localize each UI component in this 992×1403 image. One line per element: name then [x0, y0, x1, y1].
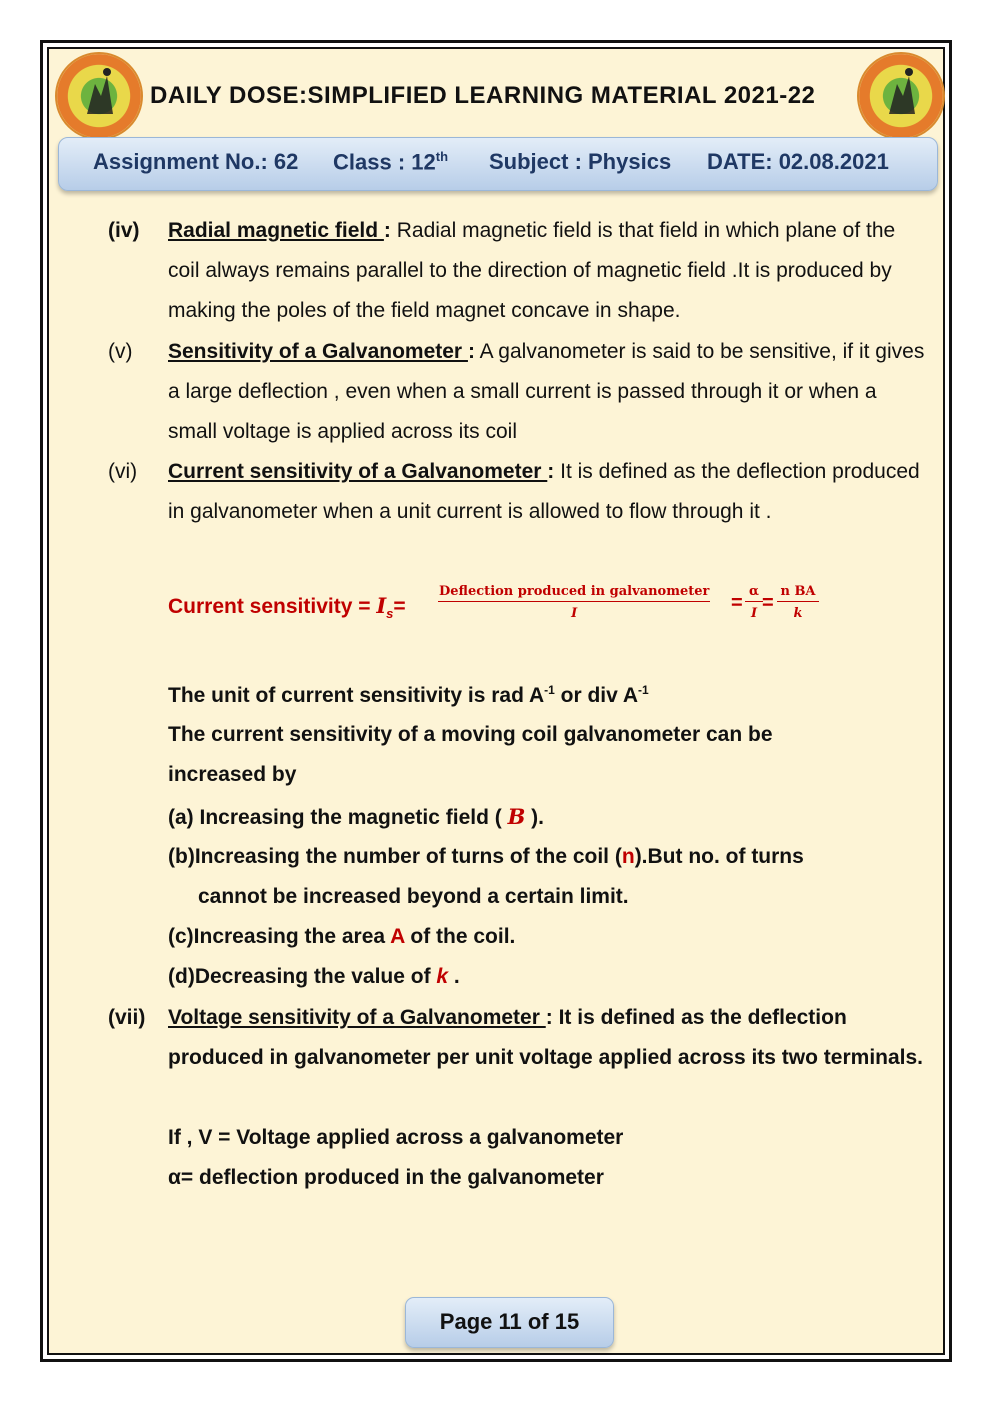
- fraction-deflection-over-current: Deflection produced in galvanometer I: [439, 584, 710, 621]
- date-label: DATE: 02.08.2021: [707, 149, 889, 174]
- school-logo-right-icon: [857, 52, 945, 140]
- item-number: (vii): [108, 1006, 146, 1029]
- item-number: (v): [108, 340, 133, 363]
- increase-item-b-cont: cannot be increased beyond a certain limit.: [198, 885, 629, 908]
- class-label: Class : 12th: [333, 149, 449, 175]
- assignment-number: Assignment No.: 62: [93, 149, 299, 174]
- increase-item-a: (a) Increasing the magnetic field ( B ).: [168, 804, 544, 829]
- item-body: Radial magnetic field : Radial magnetic field is that field in which plane of the coil always remains parallel to the direction of magnetic field .It is produced by making the poles of the field magnet concave in shape.: [168, 219, 896, 322]
- item-body: Current sensitivity of a Galvanometer : It is defined as the deflection produced in galvanometer when a unit current is allowed to flow through it .: [168, 460, 920, 523]
- increase-item-b: (b)Increasing the number of turns of the coil (n).But no. of turns: [168, 845, 804, 868]
- increase-item-d: (d)Decreasing the value of k .: [168, 965, 460, 988]
- item-body: Voltage sensitivity of a Galvanometer : It is defined as the deflection produced in galvanometer per unit voltage applied across its two terminals.: [168, 1006, 924, 1069]
- school-logo-left-icon: [55, 52, 143, 140]
- item-body: Sensitivity of a Galvanometer : A galvanometer is said to be sensitive, if it gives a large deflection , even when a small current is passed through it or when a small voltage is applied across its coil: [168, 340, 925, 443]
- unit-statement: The unit of current sensitivity is rad $A^{-1}$ or div $A^{-1}$: [168, 683, 649, 707]
- fraction-nba-over-k: $\frac{\text{n BA}}{k}$: [777, 584, 819, 621]
- increase-item-c: (c)Increasing the area A of the coil.: [168, 925, 516, 948]
- voltage-definition: If , V = Voltage applied across a galvanometer: [168, 1126, 624, 1149]
- deflection-definition: α= deflection produced in the galvanometer: [168, 1166, 604, 1189]
- current-sensitivity-formula: Current sensitivity = $I_s=$ Deflection produced in galvanometer I = $\frac{\alpha}{I}$ = $\frac{\text{n BA}}{k}$: [168, 584, 868, 634]
- subject-label: Subject : Physics: [489, 149, 672, 174]
- item-number: (vi): [108, 460, 138, 483]
- increase-intro-line2: increased by: [168, 763, 297, 786]
- page-title: DAILY DOSE:SIMPLIFIED LEARNING MATERIAL 2021-22: [150, 82, 816, 109]
- increase-intro-line1: The current sensitivity of a moving coil galvanometer can be: [168, 723, 773, 746]
- page-number: Page 11 of 15: [405, 1297, 614, 1348]
- item-number: (iv): [108, 219, 140, 242]
- fraction-alpha-over-current: $\frac{\alpha}{I}$: [745, 584, 763, 621]
- assignment-info-bar: [58, 137, 938, 191]
